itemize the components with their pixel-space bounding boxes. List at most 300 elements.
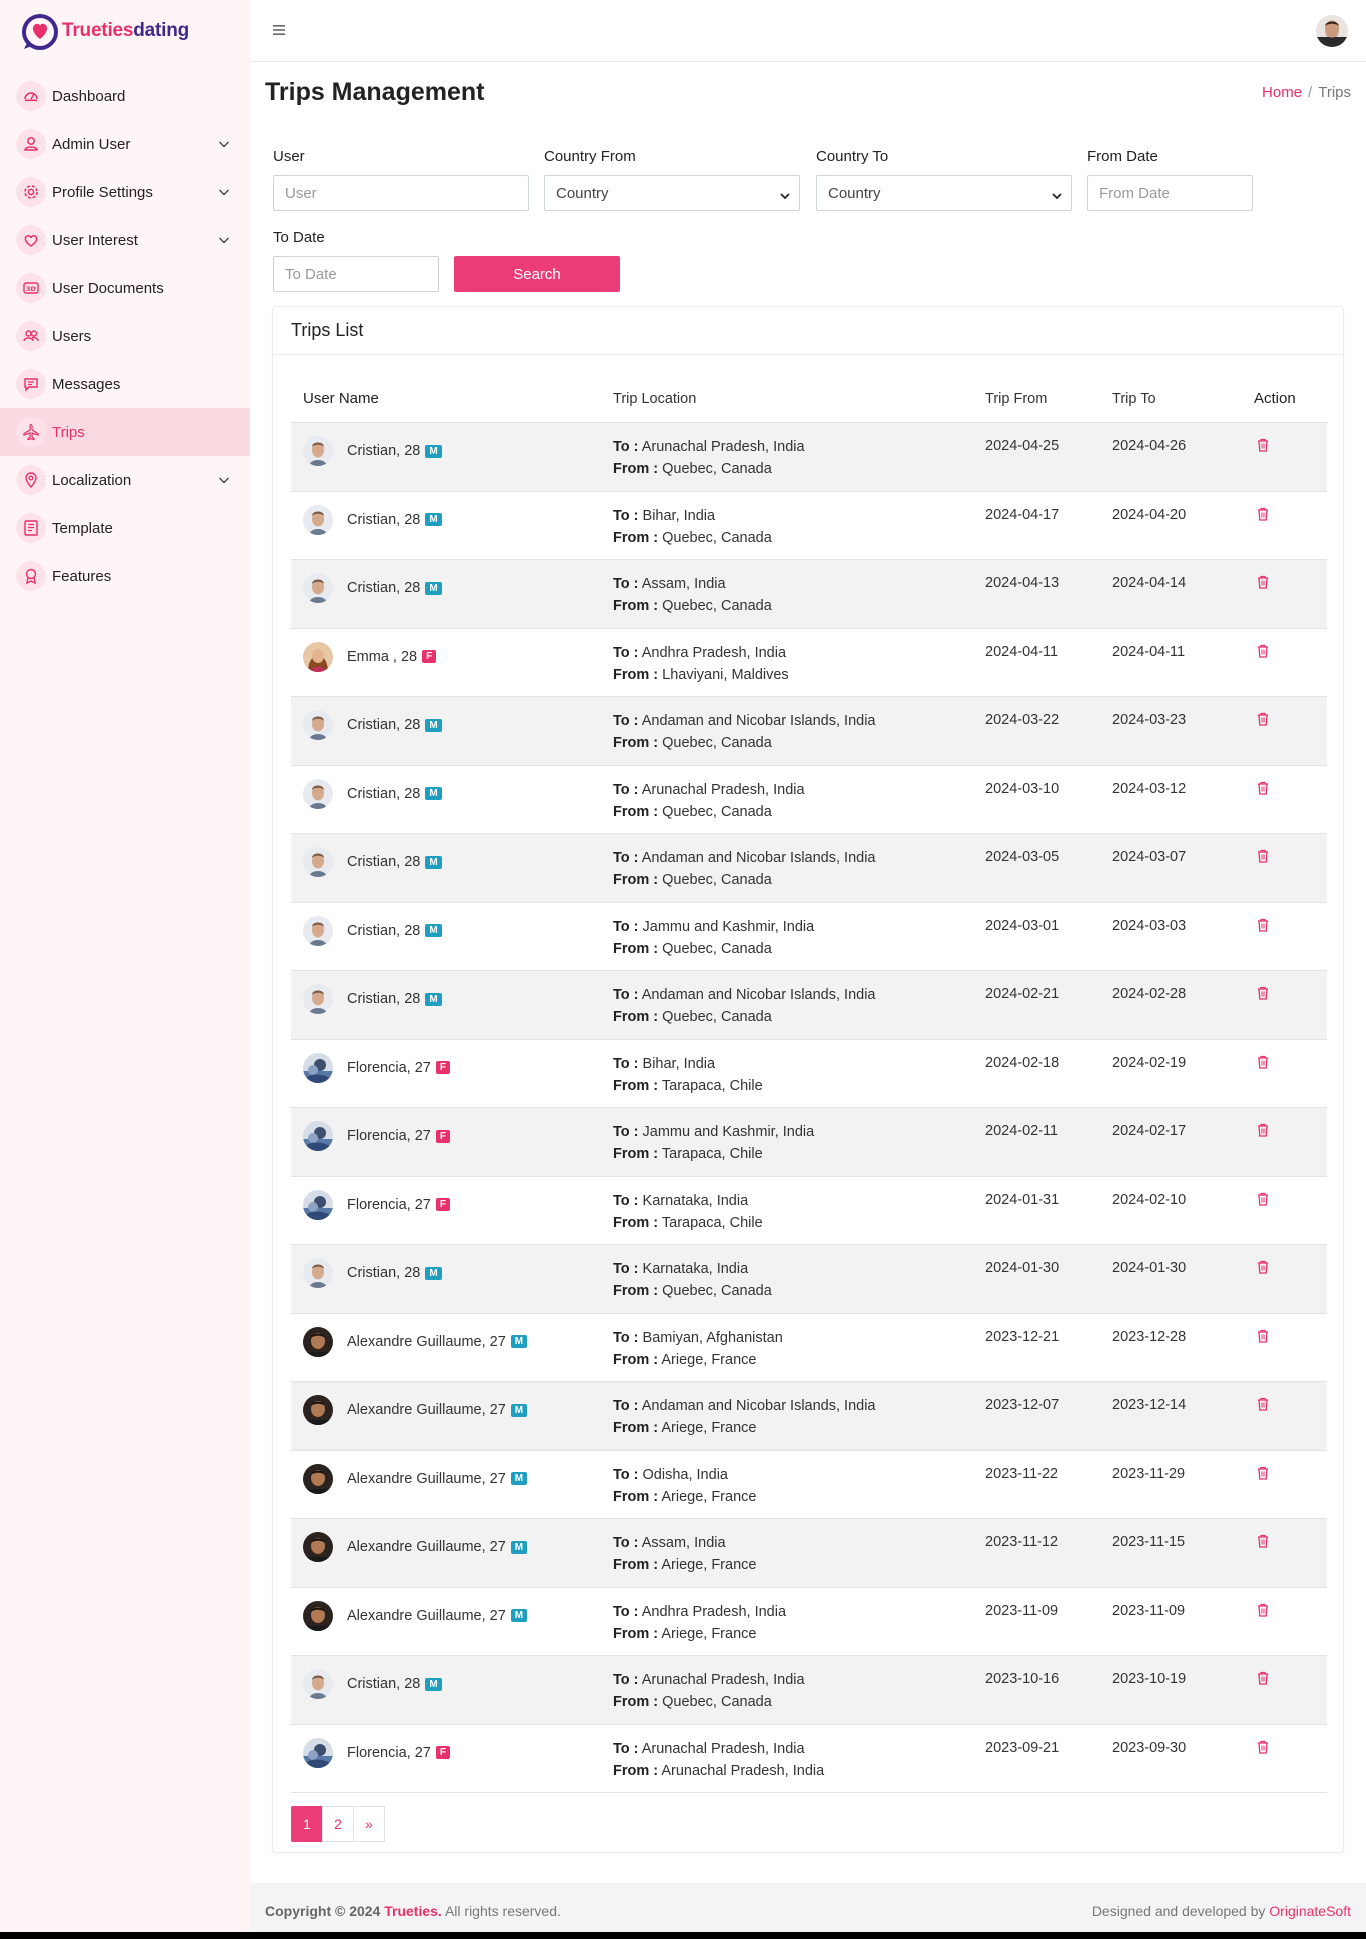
trip-to-location: Bihar, India bbox=[642, 1055, 716, 1072]
trip-to-date: 2024-04-20 bbox=[1112, 506, 1187, 523]
user-name[interactable]: Emma , 28 bbox=[347, 648, 418, 665]
trip-to-date: 2023-11-15 bbox=[1112, 1534, 1186, 1550]
delete-trash-icon[interactable] bbox=[1254, 1532, 1272, 1550]
from-label: From : bbox=[613, 1625, 659, 1642]
trips-list-card bbox=[272, 306, 1344, 1853]
user-cell bbox=[291, 916, 613, 946]
trip-from-line bbox=[613, 1691, 985, 1713]
user-name[interactable]: Alexandre Guillaume, 27 bbox=[347, 1402, 506, 1418]
from-label: From : bbox=[613, 1146, 659, 1162]
trip-from-location: Tarapaca, Chile bbox=[661, 1077, 763, 1094]
table-row bbox=[291, 1108, 1327, 1177]
trip-to-location: Arunachal Pradesh, India bbox=[641, 1672, 805, 1688]
delete-trash-icon[interactable] bbox=[1254, 642, 1272, 660]
trip-to-line bbox=[613, 1327, 985, 1349]
action-cell bbox=[1244, 847, 1327, 867]
from-label: From : bbox=[613, 940, 659, 957]
chevron-down-icon[interactable] bbox=[214, 470, 234, 490]
trip-to-line bbox=[613, 779, 985, 801]
action-cell bbox=[1244, 1532, 1327, 1552]
action-cell bbox=[1244, 710, 1327, 730]
action-cell bbox=[1244, 984, 1327, 1004]
logo-mark-icon bbox=[20, 11, 60, 51]
sidebar-item-features[interactable] bbox=[0, 552, 250, 600]
footer-brand[interactable]: Trueties. bbox=[384, 1903, 442, 1919]
user-name[interactable]: Cristian, 28 bbox=[347, 443, 421, 459]
from-label: From : bbox=[613, 598, 659, 614]
trip-from-location: Ariege, France bbox=[661, 1625, 757, 1642]
action-cell bbox=[1244, 1053, 1327, 1073]
trip-to-line bbox=[613, 1669, 985, 1691]
user-name[interactable]: Cristian, 28 bbox=[347, 785, 421, 802]
user-name[interactable]: Florencia, 27 bbox=[347, 1196, 431, 1213]
breadcrumb bbox=[1262, 84, 1351, 101]
gender-badge: F bbox=[436, 1746, 450, 1759]
user-avatar[interactable] bbox=[303, 1601, 333, 1631]
footer-rights: All rights reserved. bbox=[444, 1903, 561, 1919]
user-cell bbox=[291, 436, 613, 466]
trip-location-cell bbox=[613, 1395, 985, 1439]
gender-badge: M bbox=[425, 582, 441, 595]
footer-copyright-prefix: Copyright © 2024 bbox=[265, 1903, 381, 1919]
user-name[interactable]: Cristian, 28 bbox=[347, 991, 421, 1007]
sidebar-item-label: User Interest bbox=[52, 231, 138, 249]
sidebar-item-users[interactable] bbox=[0, 312, 250, 360]
trip-from-line bbox=[613, 1623, 985, 1645]
user-avatar[interactable] bbox=[303, 1395, 333, 1425]
user-avatar[interactable] bbox=[303, 1190, 333, 1220]
trip-from-date: 2024-04-25 bbox=[985, 438, 1060, 454]
trip-to-line bbox=[613, 1258, 985, 1280]
gender-badge: M bbox=[511, 1404, 527, 1417]
top-header bbox=[250, 0, 1366, 62]
user-avatar[interactable] bbox=[303, 642, 333, 672]
from-label: From : bbox=[613, 872, 659, 888]
sidebar-item-admin-user[interactable] bbox=[0, 120, 250, 168]
user-cell bbox=[291, 505, 613, 535]
trip-from-date: 2024-03-10 bbox=[985, 780, 1060, 797]
footer-designer-link[interactable]: OriginateSoft bbox=[1269, 1903, 1351, 1919]
chevron-down-icon[interactable] bbox=[214, 230, 234, 250]
delete-trash-icon[interactable] bbox=[1254, 1190, 1272, 1208]
trip-from-location: Ariege, France bbox=[661, 1351, 757, 1368]
profile-avatar[interactable] bbox=[1316, 15, 1348, 47]
column-header-trip-from: Trip From bbox=[985, 390, 1048, 407]
trip-location-cell bbox=[613, 779, 985, 823]
trip-from-line bbox=[613, 1417, 985, 1439]
trip-from-line bbox=[613, 1486, 985, 1508]
trip-from-line bbox=[613, 458, 985, 480]
trip-from-date: 2024-04-11 bbox=[985, 643, 1059, 660]
country-to-select-wrap bbox=[816, 175, 1072, 211]
delete-trash-icon[interactable] bbox=[1254, 1053, 1272, 1071]
user-name[interactable]: Cristian, 28 bbox=[347, 922, 421, 939]
sidebar-item-messages[interactable] bbox=[0, 360, 250, 408]
user-name[interactable]: Cristian, 28 bbox=[347, 1676, 421, 1692]
trip-to-location: Andhra Pradesh, India bbox=[641, 644, 787, 661]
user-avatar[interactable] bbox=[303, 710, 333, 740]
sidebar-item-trips[interactable] bbox=[0, 408, 250, 456]
svg-text:3D: 3D bbox=[26, 285, 36, 293]
footer bbox=[250, 1883, 1366, 1939]
delete-trash-icon[interactable] bbox=[1254, 1601, 1272, 1619]
hamburger-menu-icon[interactable] bbox=[272, 22, 288, 38]
sidebar-item-localization[interactable] bbox=[0, 456, 250, 504]
logo-text bbox=[62, 20, 189, 42]
to-label: To : bbox=[613, 439, 639, 455]
from-label: From : bbox=[613, 1762, 659, 1779]
trip-to-location: Bihar, India bbox=[642, 507, 716, 524]
3d-icon bbox=[16, 273, 46, 303]
trip-from-line bbox=[613, 664, 985, 686]
trip-to-line bbox=[613, 916, 985, 938]
sidebar-item-profile-settings[interactable] bbox=[0, 168, 250, 216]
trip-location-cell bbox=[613, 916, 985, 960]
airplane-icon bbox=[16, 417, 46, 447]
gender-badge: M bbox=[425, 1678, 441, 1691]
sidebar-item-dashboard[interactable] bbox=[0, 72, 250, 120]
from-date-input[interactable] bbox=[1087, 175, 1253, 211]
trip-from-location: Tarapaca, Chile bbox=[661, 1214, 763, 1231]
table-row bbox=[291, 1519, 1327, 1588]
user-name[interactable]: Cristian, 28 bbox=[347, 1265, 421, 1281]
from-label: From : bbox=[613, 1351, 659, 1368]
delete-trash-icon[interactable] bbox=[1254, 984, 1272, 1002]
user-name[interactable]: Cristian, 28 bbox=[347, 854, 421, 870]
user-name[interactable]: Alexandre Guillaume, 27 bbox=[347, 1539, 506, 1555]
delete-trash-icon[interactable] bbox=[1254, 1258, 1272, 1276]
trip-from-location: Quebec, Canada bbox=[662, 940, 772, 957]
table-row bbox=[291, 1588, 1327, 1657]
from-label: From : bbox=[613, 803, 659, 820]
trip-from-location: Quebec, Canada bbox=[662, 529, 772, 546]
delete-trash-icon[interactable] bbox=[1254, 1738, 1272, 1756]
page-1-button[interactable]: 1 bbox=[291, 1806, 323, 1842]
trip-from-location: Quebec, Canada bbox=[662, 872, 772, 888]
logo[interactable] bbox=[0, 0, 250, 62]
trip-from-date: 2023-12-07 bbox=[985, 1397, 1060, 1413]
trip-from-date: 2024-04-17 bbox=[985, 506, 1060, 523]
table-row bbox=[291, 834, 1327, 903]
action-cell bbox=[1244, 1669, 1327, 1689]
column-header-trip-location: Trip Location bbox=[613, 390, 697, 407]
sidebar-item-label: Users bbox=[52, 327, 92, 345]
dashboard-icon bbox=[16, 81, 46, 111]
trip-to-line bbox=[613, 1121, 985, 1143]
delete-trash-icon[interactable] bbox=[1254, 1121, 1272, 1139]
trip-to-location: Odisha, India bbox=[642, 1466, 728, 1483]
trip-to-line bbox=[613, 436, 985, 458]
trip-from-location: Tarapaca, Chile bbox=[661, 1146, 763, 1162]
user-cell bbox=[291, 1327, 613, 1357]
user-name[interactable]: Florencia, 27 bbox=[347, 1744, 431, 1761]
trip-to-location: Bamiyan, Afghanistan bbox=[642, 1329, 783, 1346]
column-header-user-name: User Name bbox=[303, 390, 379, 407]
trip-from-line bbox=[613, 595, 985, 617]
trip-from-line bbox=[613, 1349, 985, 1371]
from-label: From : bbox=[613, 1420, 659, 1436]
trip-location-cell bbox=[613, 1190, 985, 1234]
user-filter-input[interactable] bbox=[273, 175, 529, 211]
country-from-label: Country From bbox=[544, 148, 636, 165]
user-cell bbox=[291, 779, 613, 809]
user-avatar[interactable] bbox=[303, 916, 333, 946]
gender-badge: M bbox=[511, 1472, 527, 1485]
trip-from-line bbox=[613, 527, 985, 549]
trip-from-line bbox=[613, 1760, 985, 1782]
trip-from-location: Arunachal Pradesh, India bbox=[661, 1762, 825, 1779]
action-cell bbox=[1244, 505, 1327, 525]
page-2-button[interactable]: 2 bbox=[322, 1806, 354, 1842]
user-name[interactable]: Alexandre Guillaume, 27 bbox=[347, 1470, 506, 1487]
user-cell bbox=[291, 1738, 613, 1768]
action-cell bbox=[1244, 573, 1327, 593]
table-row bbox=[291, 560, 1327, 629]
trip-from-date: 2024-02-11 bbox=[985, 1123, 1059, 1139]
trip-to-location: Andaman and Nicobar Islands, India bbox=[641, 713, 876, 729]
country-to-select[interactable] bbox=[816, 175, 1072, 211]
sidebar bbox=[0, 0, 250, 1939]
sidebar-nav bbox=[0, 72, 250, 600]
user-cell bbox=[291, 710, 613, 740]
action-cell bbox=[1244, 779, 1327, 799]
footer-designed-prefix: Designed and developed by bbox=[1091, 1903, 1266, 1919]
footer-credits bbox=[1092, 1903, 1351, 1919]
trip-to-line bbox=[613, 984, 985, 1006]
trips-list-title: Trips List bbox=[273, 307, 1343, 355]
trip-to-location: Assam, India bbox=[641, 1535, 726, 1551]
trip-from-date: 2024-02-21 bbox=[985, 986, 1060, 1002]
user-icon bbox=[16, 129, 46, 159]
table-row bbox=[291, 1451, 1327, 1520]
search-button[interactable]: Search bbox=[454, 256, 620, 292]
to-label: To : bbox=[613, 987, 639, 1003]
trip-to-line bbox=[613, 1601, 985, 1623]
chevron-down-icon[interactable] bbox=[214, 182, 234, 202]
trip-to-line bbox=[613, 1532, 985, 1554]
trip-to-date: 2024-04-14 bbox=[1112, 575, 1187, 591]
trip-from-line bbox=[613, 869, 985, 891]
gender-badge: M bbox=[425, 856, 441, 869]
trip-to-date: 2023-12-14 bbox=[1112, 1397, 1187, 1413]
trip-location-cell bbox=[613, 1464, 985, 1508]
user-cell bbox=[291, 573, 613, 603]
trip-from-location: Lhaviyani, Maldives bbox=[662, 666, 789, 683]
delete-trash-icon[interactable] bbox=[1254, 847, 1272, 865]
user-avatar[interactable] bbox=[303, 779, 333, 809]
from-label: From : bbox=[613, 1009, 659, 1025]
trip-location-cell bbox=[613, 1669, 985, 1713]
to-label: To : bbox=[613, 576, 639, 592]
user-cell bbox=[291, 1053, 613, 1083]
user-avatar[interactable] bbox=[303, 1464, 333, 1494]
country-from-select-wrap bbox=[544, 175, 800, 211]
table-row bbox=[291, 1177, 1327, 1246]
bottom-bar bbox=[0, 1932, 1366, 1939]
delete-trash-icon[interactable] bbox=[1254, 1327, 1272, 1345]
gender-badge: M bbox=[425, 513, 441, 526]
delete-trash-icon[interactable] bbox=[1254, 1669, 1272, 1687]
trip-from-date: 2023-11-12 bbox=[985, 1534, 1059, 1550]
table-row bbox=[291, 903, 1327, 972]
from-label: From : bbox=[613, 735, 659, 751]
trip-location-cell bbox=[613, 1258, 985, 1302]
from-date-label: From Date bbox=[1087, 148, 1158, 165]
award-icon bbox=[16, 561, 46, 591]
trip-to-line bbox=[613, 1738, 985, 1760]
gear-icon bbox=[16, 177, 46, 207]
action-cell bbox=[1244, 1464, 1327, 1484]
trip-location-cell bbox=[613, 505, 985, 549]
user-cell bbox=[291, 1121, 613, 1151]
column-header-action: Action bbox=[1254, 390, 1296, 407]
table-row bbox=[291, 1245, 1327, 1314]
user-cell bbox=[291, 847, 613, 877]
user-name[interactable]: Florencia, 27 bbox=[347, 1059, 431, 1076]
action-cell bbox=[1244, 1327, 1327, 1347]
user-name[interactable]: Cristian, 28 bbox=[347, 580, 421, 596]
user-avatar[interactable] bbox=[303, 436, 333, 466]
user-avatar[interactable] bbox=[303, 1738, 333, 1768]
user-avatar[interactable] bbox=[303, 573, 333, 603]
delete-trash-icon[interactable] bbox=[1254, 573, 1272, 591]
trip-location-cell bbox=[613, 847, 985, 891]
trip-from-location: Quebec, Canada bbox=[662, 1694, 772, 1710]
user-avatar[interactable] bbox=[303, 1053, 333, 1083]
user-cell bbox=[291, 984, 613, 1014]
delete-trash-icon[interactable] bbox=[1254, 779, 1272, 797]
trip-to-location: Arunachal Pradesh, India bbox=[641, 439, 805, 455]
trip-to-location: Andhra Pradesh, India bbox=[641, 1603, 787, 1620]
delete-trash-icon[interactable] bbox=[1254, 505, 1272, 523]
trip-from-date: 2023-12-21 bbox=[985, 1328, 1060, 1345]
to-label: To : bbox=[613, 918, 639, 935]
sidebar-item-label: User Documents bbox=[52, 279, 164, 297]
country-from-select[interactable] bbox=[544, 175, 800, 211]
to-label: To : bbox=[613, 1261, 639, 1277]
delete-trash-icon[interactable] bbox=[1254, 710, 1272, 728]
trip-from-date: 2023-11-22 bbox=[985, 1465, 1059, 1482]
trip-location-cell bbox=[613, 436, 985, 480]
trip-from-line bbox=[613, 1554, 985, 1576]
trip-from-date: 2024-03-05 bbox=[985, 849, 1060, 865]
user-name[interactable]: Alexandre Guillaume, 27 bbox=[347, 1333, 506, 1350]
trip-from-line bbox=[613, 1280, 985, 1302]
chevron-down-icon[interactable] bbox=[214, 134, 234, 154]
trip-from-line bbox=[613, 801, 985, 823]
user-cell bbox=[291, 1532, 613, 1562]
delete-trash-icon[interactable] bbox=[1254, 916, 1272, 934]
trip-to-date: 2023-10-19 bbox=[1112, 1671, 1187, 1687]
to-label: To : bbox=[613, 1398, 639, 1414]
trip-to-location: Jammu and Kashmir, India bbox=[642, 918, 815, 935]
delete-trash-icon[interactable] bbox=[1254, 1395, 1272, 1413]
trip-to-date: 2024-03-07 bbox=[1112, 849, 1187, 865]
action-cell bbox=[1244, 1395, 1327, 1415]
table-row bbox=[291, 697, 1327, 766]
trip-to-line bbox=[613, 642, 985, 664]
user-avatar[interactable] bbox=[303, 1532, 333, 1562]
user-cell bbox=[291, 1669, 613, 1699]
to-label: To : bbox=[613, 781, 639, 798]
country-to-label: Country To bbox=[816, 148, 889, 165]
next-page-button[interactable]: » bbox=[353, 1806, 385, 1842]
breadcrumb-separator: / bbox=[1308, 84, 1313, 101]
table-row bbox=[291, 1040, 1327, 1109]
trip-to-location: Arunachal Pradesh, India bbox=[641, 1740, 805, 1757]
user-avatar[interactable] bbox=[303, 1327, 333, 1357]
user-name[interactable]: Cristian, 28 bbox=[347, 717, 421, 733]
trip-location-cell bbox=[613, 1327, 985, 1371]
to-label: To : bbox=[613, 507, 639, 524]
sidebar-item-user-interest[interactable] bbox=[0, 216, 250, 264]
trips-table bbox=[291, 375, 1327, 1793]
user-name[interactable]: Florencia, 27 bbox=[347, 1128, 431, 1144]
user-avatar[interactable] bbox=[303, 1669, 333, 1699]
user-avatar[interactable] bbox=[303, 1121, 333, 1151]
to-date-label: To Date bbox=[273, 229, 325, 246]
sidebar-item-template[interactable] bbox=[0, 504, 250, 552]
sidebar-item-label: Dashboard bbox=[52, 87, 126, 105]
gender-badge: M bbox=[425, 924, 441, 937]
action-cell bbox=[1244, 916, 1327, 936]
user-cell bbox=[291, 642, 613, 672]
trip-from-line bbox=[613, 1212, 985, 1234]
sidebar-item-label: Features bbox=[52, 567, 112, 585]
trip-location-cell bbox=[613, 984, 985, 1028]
user-cell bbox=[291, 1464, 613, 1494]
user-avatar[interactable] bbox=[303, 1258, 333, 1288]
delete-trash-icon[interactable] bbox=[1254, 1464, 1272, 1482]
gender-badge: F bbox=[436, 1130, 450, 1143]
from-label: From : bbox=[613, 1214, 659, 1231]
trip-to-date: 2024-01-30 bbox=[1112, 1260, 1187, 1276]
trip-to-date: 2024-04-11 bbox=[1112, 643, 1186, 660]
gender-badge: M bbox=[425, 787, 441, 800]
user-avatar[interactable] bbox=[303, 505, 333, 535]
user-name[interactable]: Cristian, 28 bbox=[347, 511, 421, 528]
trip-from-location: Ariege, France bbox=[661, 1557, 757, 1573]
from-label: From : bbox=[613, 1694, 659, 1710]
from-label: From : bbox=[613, 1283, 659, 1299]
to-label: To : bbox=[613, 1740, 639, 1757]
table-body bbox=[291, 423, 1327, 1793]
action-cell bbox=[1244, 1601, 1327, 1621]
user-name[interactable]: Alexandre Guillaume, 27 bbox=[347, 1607, 506, 1624]
trip-to-location: Arunachal Pradesh, India bbox=[641, 781, 805, 798]
trip-to-date: 2024-02-19 bbox=[1112, 1054, 1187, 1071]
action-cell bbox=[1244, 436, 1327, 456]
user-avatar[interactable] bbox=[303, 984, 333, 1014]
trip-to-date: 2023-12-28 bbox=[1112, 1328, 1187, 1345]
action-cell bbox=[1244, 1190, 1327, 1210]
delete-trash-icon[interactable] bbox=[1254, 436, 1272, 454]
trip-from-location: Ariege, France bbox=[661, 1420, 757, 1436]
from-label: From : bbox=[613, 666, 659, 683]
breadcrumb-home-link[interactable]: Home bbox=[1262, 84, 1303, 101]
from-label: From : bbox=[613, 461, 659, 477]
users-icon bbox=[16, 321, 46, 351]
table-row bbox=[291, 629, 1327, 698]
trip-from-location: Quebec, Canada bbox=[662, 598, 772, 614]
trip-from-date: 2024-03-01 bbox=[985, 917, 1060, 934]
trip-location-cell bbox=[613, 1121, 985, 1165]
user-avatar[interactable] bbox=[303, 847, 333, 877]
to-date-input[interactable] bbox=[273, 256, 439, 292]
sidebar-item-user-documents[interactable] bbox=[0, 264, 250, 312]
from-label: From : bbox=[613, 1077, 659, 1094]
trip-from-location: Quebec, Canada bbox=[662, 1283, 772, 1299]
